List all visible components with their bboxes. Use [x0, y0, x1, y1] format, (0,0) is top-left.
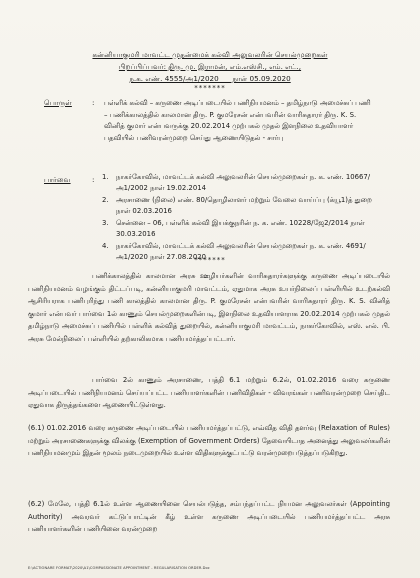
- reference-item: [102, 195, 382, 217]
- reference-text: நாகர்கோவில், மாவட்டக் கல்வி அலுவலரின் செயல்முறைகள் ந. க. எண். 10667/அ1/2002 நாள் 19.02.2014: [116, 173, 371, 192]
- reference-number-line: ந.க. எண். 4555/அ1/2020 நாள் 05.09.2020: [129, 74, 291, 83]
- file-path-footer: E:\ACTIONARE FORMAT\2020\A1\COMPASSIONATE APPOINTMENT - REGULARISATION ORDER.Doc: [28, 566, 210, 570]
- separator-stars: *******: [194, 84, 226, 92]
- references-list: [102, 172, 382, 264]
- issuer-line: பிறப்பிப்பவர்: திரு. மு. இராமன், எம்.எஸ்சி., எம். எட்.,: [118, 62, 302, 71]
- separator-stars: *******: [194, 256, 226, 264]
- reference-text: நாகர்கோவில், மாவட்டக் கல்வி அலுவலரின் செயல்முறைகள் ந. க. எண். 4691/அ1/2020 நாள் 27.08.2020: [116, 242, 366, 261]
- reference-number: 2.: [102, 196, 109, 204]
- reference-number: 1.: [102, 173, 109, 181]
- reference-item: [102, 218, 382, 240]
- clause-6-2: (6.2) மேலே, பத்தி 6.1ல் உள்ள ஆணையினை செயல்படுத்த, சம்பந்தப்பட்ட நியமன அலுவலர்கள் (Appointing Authority) அவரவர் கட்டுப்பாட்டின் கீழ் உள்ள கருணை அடிப்படையில் பணியமர்த்தப்பட்ட அரசு பணியாளர்களின் பணியினை வரன்முறை: [28, 500, 390, 534]
- reference-number: 3.: [102, 219, 109, 227]
- references-colon: :: [92, 175, 95, 184]
- subject-colon: :: [92, 98, 95, 107]
- subject-label: பொருள்: [44, 98, 72, 107]
- reference-text: சென்னை – 06, பள்ளிக் கல்வி இயக்குநரின் ந. க. எண். 10228/ஜே2/2014 நாள் 30.03.2016: [116, 219, 365, 238]
- office-heading: கன்னியாகுமரி மாவட்ட முதன்மைக் கல்வி அலுவலரின் செயல்முறைகள்: [92, 50, 328, 59]
- reference-item: [102, 172, 382, 194]
- subject-text: பள்ளிக் கல்வி – கருணை அடிப்படையில் பணிநியமனம் – தமிழ்நாடு அமைச்சுப் பணி – பணிக்காலத்தில் காலமான திரு. P. குமரேசன் என்பவரின் வாரிசுதாரர் திரு. K. S. வினித் குமார் என்பவருக்கு 20.02.2014 முற்பகல் முதல் இளநிலை உதவியாளர் பதவியில் பணிவரன்முறை செய்து ஆணையிடுதல் - சார்பு: [104, 99, 371, 142]
- clause-6-1: (6.1) 01.02.2016 வரை கருணை அடிப்படையில் பணியமர்த்தப்பட்டு, எவ்வித விதி தளர்வு (Relaxation of Rules) மற்றும் அரசாணைகளுக்கு விலக்கு (Exemption of Government Orders) தேவையிடாத அனைத்து அலுவலர்களின் பணிநியமனமும் இதன் மூலம் நடைமுறையில் உள்ள விதிகளுக்குட்பட்டு வரன்முறைபடுத்தப்படுகிறது.: [28, 424, 390, 458]
- body-paragraph: பணிக்காலத்தில் காலமான அரசு ஊழியர்களின் வாரிசுதாரர்களுக்கு கருணை அடிப்படையில் பணிநியமனம் வழங்கும் திட்டப்படி, கன்னியாகுமரி மாவட்டம், ஏதுமாக அரசு உயர்நிலைப் பள்ளியில் உடற்கல்வி ஆசிரியராக பணிபுரிந்து பணி காலத்தில் காலமான திரு. P. குமரேசன் என்பவரின் வாரிசுதாரர் திரு. K. S. வினித் குமார் என்பவர் பார்வை 1ல் காணும் செயல்முறைகளின்படி, இளநிலை உதவியாளராக 20.02.2014 முற்பகல் முதல் தமிழ்நாடு அமைச்சுப் பணியில் பள்ளிக் கல்வித் துறையில், கன்னியாகுமரி மாவட்டம், நாகர்கோவில், எஸ். எல். பி. அரசு மேல்நிலைப் பள்ளியில் தற்காலிகமாக பணியமர்த்தப்பட்டார்.: [28, 272, 390, 343]
- reference-number: 4.: [102, 242, 109, 250]
- body-paragraph: பார்வை 2ல் காணும் அரசாணை, பத்தி 6.1 மற்றும் 6.2ல், 01.02.2016 வரை கருணை அடிப்படையில் பணிநியமனம் செய்யப்பட்ட பணியாளர்களின் பணிவிதிகள் - விவரங்கள் பணிவரன்முறை செய்திட ஏதுவாக திருத்தங்களை ஆணையிட்டுள்ளது.: [28, 376, 390, 410]
- references-label: பார்வை: [44, 175, 71, 184]
- reference-text: அரசாணை (நிலை) எண். 80/தொழிலாளர் மற்றும் வேலை வாய்ப்பு (க்யூ1)த் துறை நாள் 02.03.2016: [116, 196, 372, 215]
